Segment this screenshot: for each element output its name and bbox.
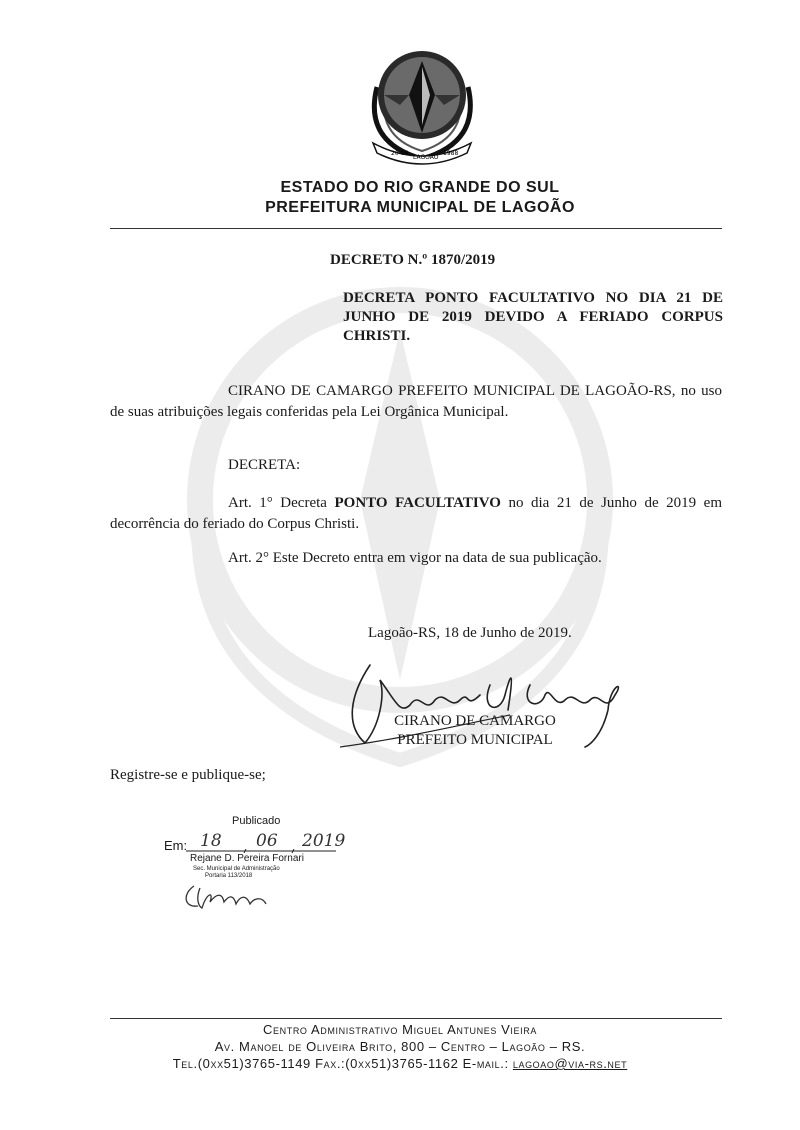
signatory-role: PREFEITO MUNICIPAL (397, 732, 553, 748)
decreta-heading: DECRETA: (228, 457, 301, 473)
article-2: Art. 2° Este Decreto entra em vigor na data de sua publicação. (228, 550, 602, 566)
header-divider (110, 228, 722, 229)
article-1-suffix: no dia 21 de Junho de 2019 em decorrência do feriado do Corpus Christi. (110, 495, 722, 532)
place-and-date: Lagoão-RS, 18 de Junho de 2019. (368, 625, 572, 641)
seal-band-right: 1988 (443, 150, 459, 157)
decree-number: DECRETO N.º 1870/2019 (330, 252, 496, 268)
signatory-name: CIRANO DE CAMARGO (394, 713, 556, 729)
article-1-emphasis: PONTO FACULTATIVO (334, 495, 501, 511)
footer-divider (110, 1018, 722, 1019)
preamble-paragraph: CIRANO DE CAMARGO PREFEITO MUNICIPAL DE LAGOÃO-RS, no uso de suas atribuições legais conferidas pela Lei Orgânica Municipal. (110, 383, 722, 420)
footer-phone-fax: Tel.(0xx51)3765-1149 Fax.:(0xx51)3765-1162 E-mail.: (172, 1056, 513, 1071)
footer-contacts (0, 1056, 800, 1071)
municipal-seal-logo (355, 47, 490, 167)
article-1-prefix: Art. 1° Decreta (228, 495, 335, 511)
article-1 (110, 493, 722, 535)
seal-band-left: 20-04 (391, 150, 409, 157)
stamp-official-name: Rejane D. Pereira Fornari (190, 853, 304, 864)
stamp-published-label: Publicado (232, 815, 281, 827)
seal-band-center: LAGOÃO (413, 154, 439, 161)
stamp-initials-signature (180, 880, 270, 912)
decree-summary: DECRETA PONTO FACULTATIVO NO DIA 21 DE JUNHO DE 2019 DEVIDO A FERIADO CORPUS CHRISTI. (343, 290, 723, 344)
footer-address: Av. Manoel de Oliveira Brito, 800 – Centro – Lagoão – RS. (214, 1039, 586, 1054)
register-text: Registre-se e publique-se; (110, 767, 266, 783)
footer-email-link[interactable]: lagoao@via-rs.net (512, 1056, 628, 1071)
stamp-official-role: Sec. Municipal de Administração (193, 866, 280, 872)
municipality-title: PREFEITURA MUNICIPAL DE LAGOÃO (265, 199, 575, 216)
stamp-portaria: Portaria 113/2018 (205, 873, 253, 879)
state-title: ESTADO DO RIO GRANDE DO SUL (280, 179, 560, 196)
footer-admin-center: Centro Administrativo Miguel Antunes Vieira (263, 1022, 537, 1037)
stamp-date-prefix: Em: (164, 838, 188, 853)
stamp-month: 06 (256, 831, 278, 851)
stamp-day: 18 (200, 831, 222, 851)
stamp-year: 2019 (302, 831, 346, 851)
